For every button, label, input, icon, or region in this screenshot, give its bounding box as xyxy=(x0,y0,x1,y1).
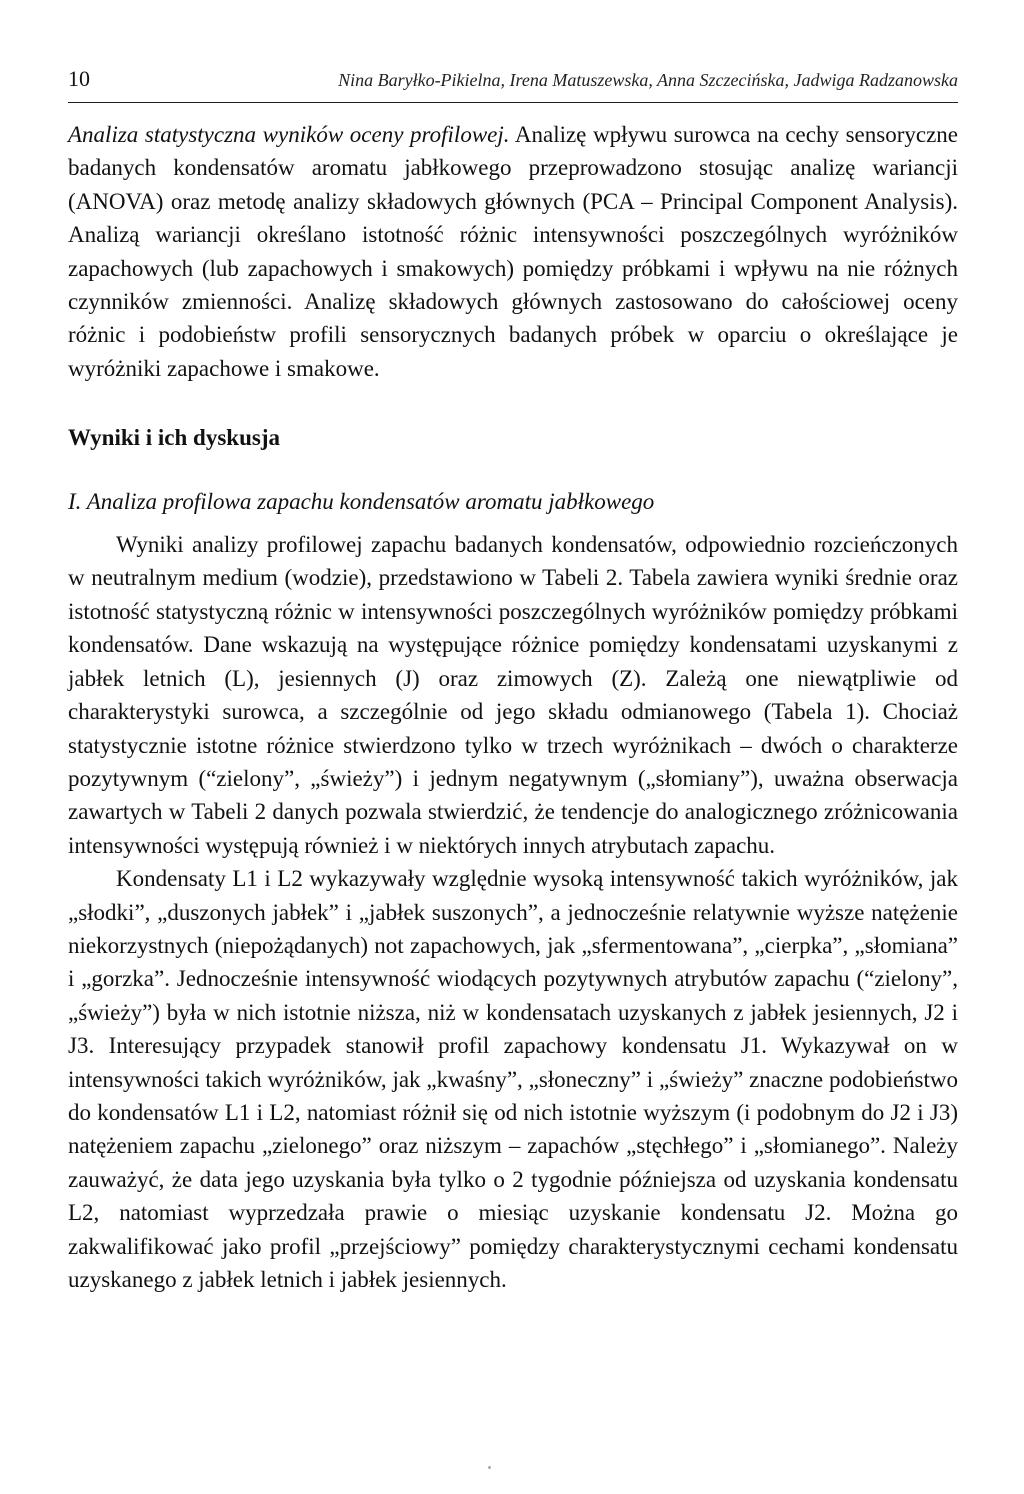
page-number: 10 xyxy=(68,66,90,91)
stat-analysis-paragraph xyxy=(68,118,958,385)
subsection-heading: I. Analiza profilowa zapachu kondensatów aromatu jabłkowego xyxy=(68,488,655,514)
running-header xyxy=(68,66,958,103)
stat-analysis-lead-in: Analiza statystyczna wyników oceny profilowej. xyxy=(68,122,510,147)
stat-analysis-text: Analizę wpływu surowca na cechy sensoryczne badanych kondensatów aromatu jabłkowego przeprowadzono stosując analizę wariancji (ANOVA) oraz metodę analizy składowych głównych (PCA – Principal Component Analysis). Analizą wariancji określano istotność różnic intensywności poszczególnych wyróżników zapachowych (lub zapachowych i smakowych) pomiędzy próbkami i wpływu na nie różnych czynników zmienności. Analizę składowych głównych zastosowano do całościowej oceny różnic i podobieństw profili sensorycznych badanych próbek w oparciu o określające je wyróżniki zapachowe i smakowe. xyxy=(68,122,958,381)
scan-speck xyxy=(488,1466,491,1469)
body-text xyxy=(68,118,958,1296)
running-header-authors: Nina Baryłko-Pikielna, Irena Matuszewska, Anna Szczecińska, Jadwiga Radzanowska xyxy=(338,70,958,90)
section-heading: Wyniki i ich dyskusja xyxy=(68,425,280,451)
results-paragraph-1: Wyniki analizy profilowej zapachu badanych kondensatów, odpowiednio rozcieńczonych w neutralnym medium (wodzie), przedstawiono w Tabeli 2. Tabela zawiera wyniki średnie oraz istotność statystyczną różnic w intensywności poszczególnych wyróżników pomiędzy próbkami kondensatów. Dane wskazują na występujące różnice pomiędzy kondensatami uzyskanymi z jabłek letnich (L), jesiennych (J) oraz zimowych (Z). Zależą one niewątpliwie od charakterystyki surowca, a szczególnie od jego składu odmianowego (Tabela 1). Chociaż statystycznie istotne różnice stwierdzono tylko w trzech wyróżnikach – dwóch o charakterze pozytywnym (“zielony”, „świeży”) i jednym negatywnym („słomiany”), uważna obserwacja zawartych w Tabeli 2 danych pozwala stwierdzić, że tendencje do analogicznego zróżnicowania intensywności występują również i w niektórych innych atrybutach zapachu. xyxy=(68,532,958,858)
results-paragraph-2: Kondensaty L1 i L2 wykazywały względnie wysoką intensywność takich wyróżników, jak „słodki”, „duszonych jabłek” i „jabłek suszonych”, a jednocześnie relatywnie wyższe natężenie niekorzystnych (niepożądanych) not zapachowych, jak „sfermentowana”, „cierpka”, „słomiana” i „gorzka”. Jednocześnie intensywność wiodących pozytywnych atrybutów zapachu (“zielony”, „świeży”) była w nich istotnie niższa, niż w kondensatach uzyskanych z jabłek jesiennych, J2 i J3. Interesujący przypadek stanowił profil zapachowy kondensatu J1. Wykazywał on w intensywności takich wyróżników, jak „kwaśny”, „słoneczny” i „świeży” znaczne podobieństwo do kondensatów L1 i L2, natomiast różnił się od nich istotnie wyższym (i podobnym do J2 i J3) natężeniem zapachu „zielonego” oraz niższym – zapachów „stęchłego” i „słomianego”. Należy zauważyć, że data jego uzyskania była tylko o 2 tygodnie późniejsza od uzyskania kondensatu L2, natomiast wyprzedzała prawie o miesiąc uzyskanie kondensatu J2. Można go zakwalifikować jako profil „przejściowy” pomiędzy charakterystycznymi cechami kondensatu uzyskanego z jabłek letnich i jabłek jesiennych. xyxy=(68,866,958,1292)
